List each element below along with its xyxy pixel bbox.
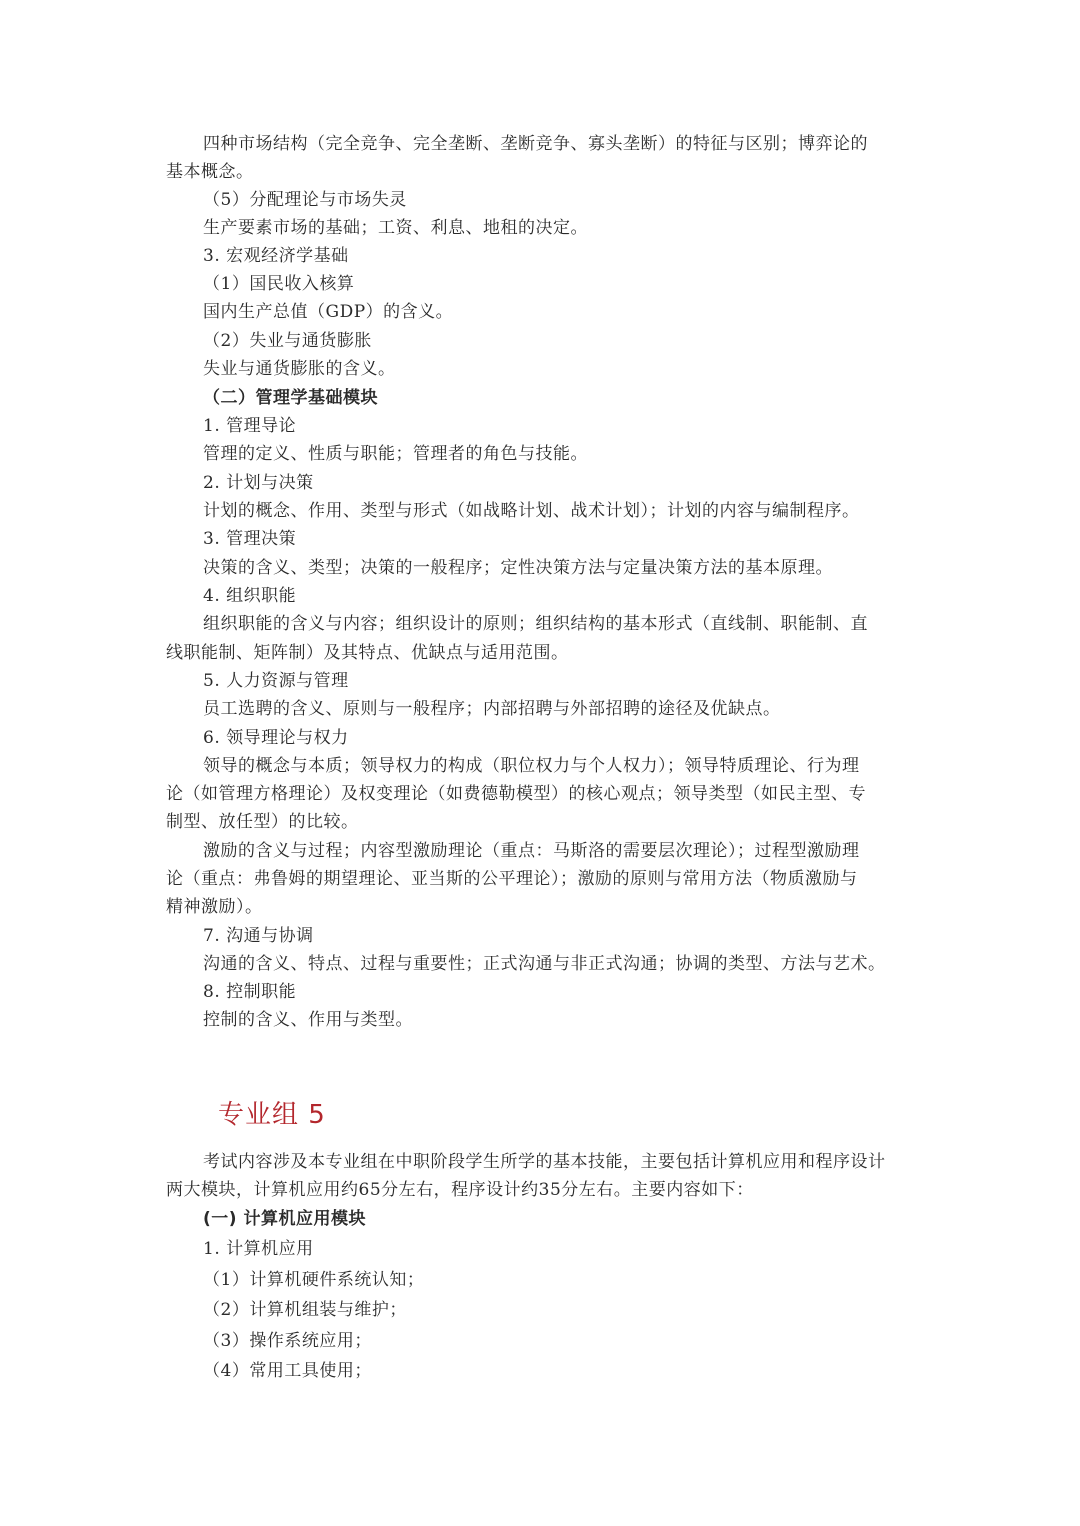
subheading: 3. 管理决策 xyxy=(203,529,297,549)
subheading: 1. 管理导论 xyxy=(203,416,297,436)
paragraph-line: 领导的概念与本质；领导权力的构成（职位权力与个人权力）；领导特质理论、行为理 xyxy=(203,756,860,776)
paragraph-line: 基本概念。 xyxy=(166,162,254,182)
list-item: （3）操作系统应用； xyxy=(203,1331,372,1351)
paragraph-line: 管理的定义、性质与职能；管理者的角色与技能。 xyxy=(203,444,588,464)
paragraph-line: 线职能制、矩阵制）及其特点、优缺点与适用范围。 xyxy=(166,643,569,663)
paragraph-line: 计划的概念、作用、类型与形式（如战略计划、战术计划）；计划的内容与编制程序。 xyxy=(203,501,860,521)
subheading: 2. 计划与决策 xyxy=(203,473,314,493)
paragraph-line: 论（如管理方格理论）及权变理论（如费德勒模型）的核心观点；领导类型（如民主型、专 xyxy=(166,784,866,804)
paragraph-line: 两大模块，计算机应用约65分左右，程序设计约35分左右。主要内容如下： xyxy=(166,1180,754,1200)
section-heading: （二）管理学基础模块 xyxy=(203,388,378,408)
subheading: 3. 宏观经济学基础 xyxy=(203,246,349,266)
subheading: 4. 组织职能 xyxy=(203,586,297,606)
subheading: （2）失业与通货膨胀 xyxy=(203,331,372,351)
group-title: 专业组 5 xyxy=(218,1100,326,1130)
paragraph-line: 论（重点：弗鲁姆的期望理论、亚当斯的公平理论）；激励的原则与常用方法（物质激励与 xyxy=(166,869,858,889)
paragraph-line: 激励的含义与过程；内容型激励理论（重点：马斯洛的需要层次理论）；过程型激励理 xyxy=(203,841,860,861)
subheading: 5. 人力资源与管理 xyxy=(203,671,349,691)
paragraph-line: 组织职能的含义与内容；组织设计的原则；组织结构的基本形式（直线制、职能制、直 xyxy=(203,614,868,634)
paragraph-line: 控制的含义、作用与类型。 xyxy=(203,1010,413,1030)
paragraph-line: 沟通的含义、特点、过程与重要性；正式沟通与非正式沟通；协调的类型、方法与艺术。 xyxy=(203,954,886,974)
subheading: 1. 计算机应用 xyxy=(203,1239,314,1259)
paragraph-line: 制型、放任型）的比较。 xyxy=(166,812,359,832)
subheading: 8. 控制职能 xyxy=(203,982,297,1002)
list-item: （4）常用工具使用； xyxy=(203,1361,372,1381)
paragraph-line: 生产要素市场的基础；工资、利息、地租的决定。 xyxy=(203,218,588,238)
paragraph-line: 国内生产总值（GDP）的含义。 xyxy=(203,302,454,322)
subheading: 7. 沟通与协调 xyxy=(203,926,314,946)
section-heading: (一) 计算机应用模块 xyxy=(203,1209,366,1229)
paragraph-line: 决策的含义、类型；决策的一般程序；定性决策方法与定量决策方法的基本原理。 xyxy=(203,558,833,578)
paragraph-line: 员工选聘的含义、原则与一般程序；内部招聘与外部招聘的途径及优缺点。 xyxy=(203,699,781,719)
subheading: （1）国民收入核算 xyxy=(203,274,355,294)
subheading: （5）分配理论与市场失灵 xyxy=(203,190,407,210)
paragraph-line: 四种市场结构（完全竞争、完全垄断、垄断竞争、寡头垄断）的特征与区别；博弈论的 xyxy=(203,134,868,154)
list-item: （2）计算机组装与维护； xyxy=(203,1300,407,1320)
list-item: （1）计算机硬件系统认知； xyxy=(203,1270,425,1290)
paragraph-line: 失业与通货膨胀的含义。 xyxy=(203,359,396,379)
paragraph-line: 精神激励）。 xyxy=(166,897,263,917)
paragraph-line: 考试内容涉及本专业组在中职阶段学生所学的基本技能，主要包括计算机应用和程序设计 xyxy=(203,1152,886,1172)
subheading: 6. 领导理论与权力 xyxy=(203,728,349,748)
